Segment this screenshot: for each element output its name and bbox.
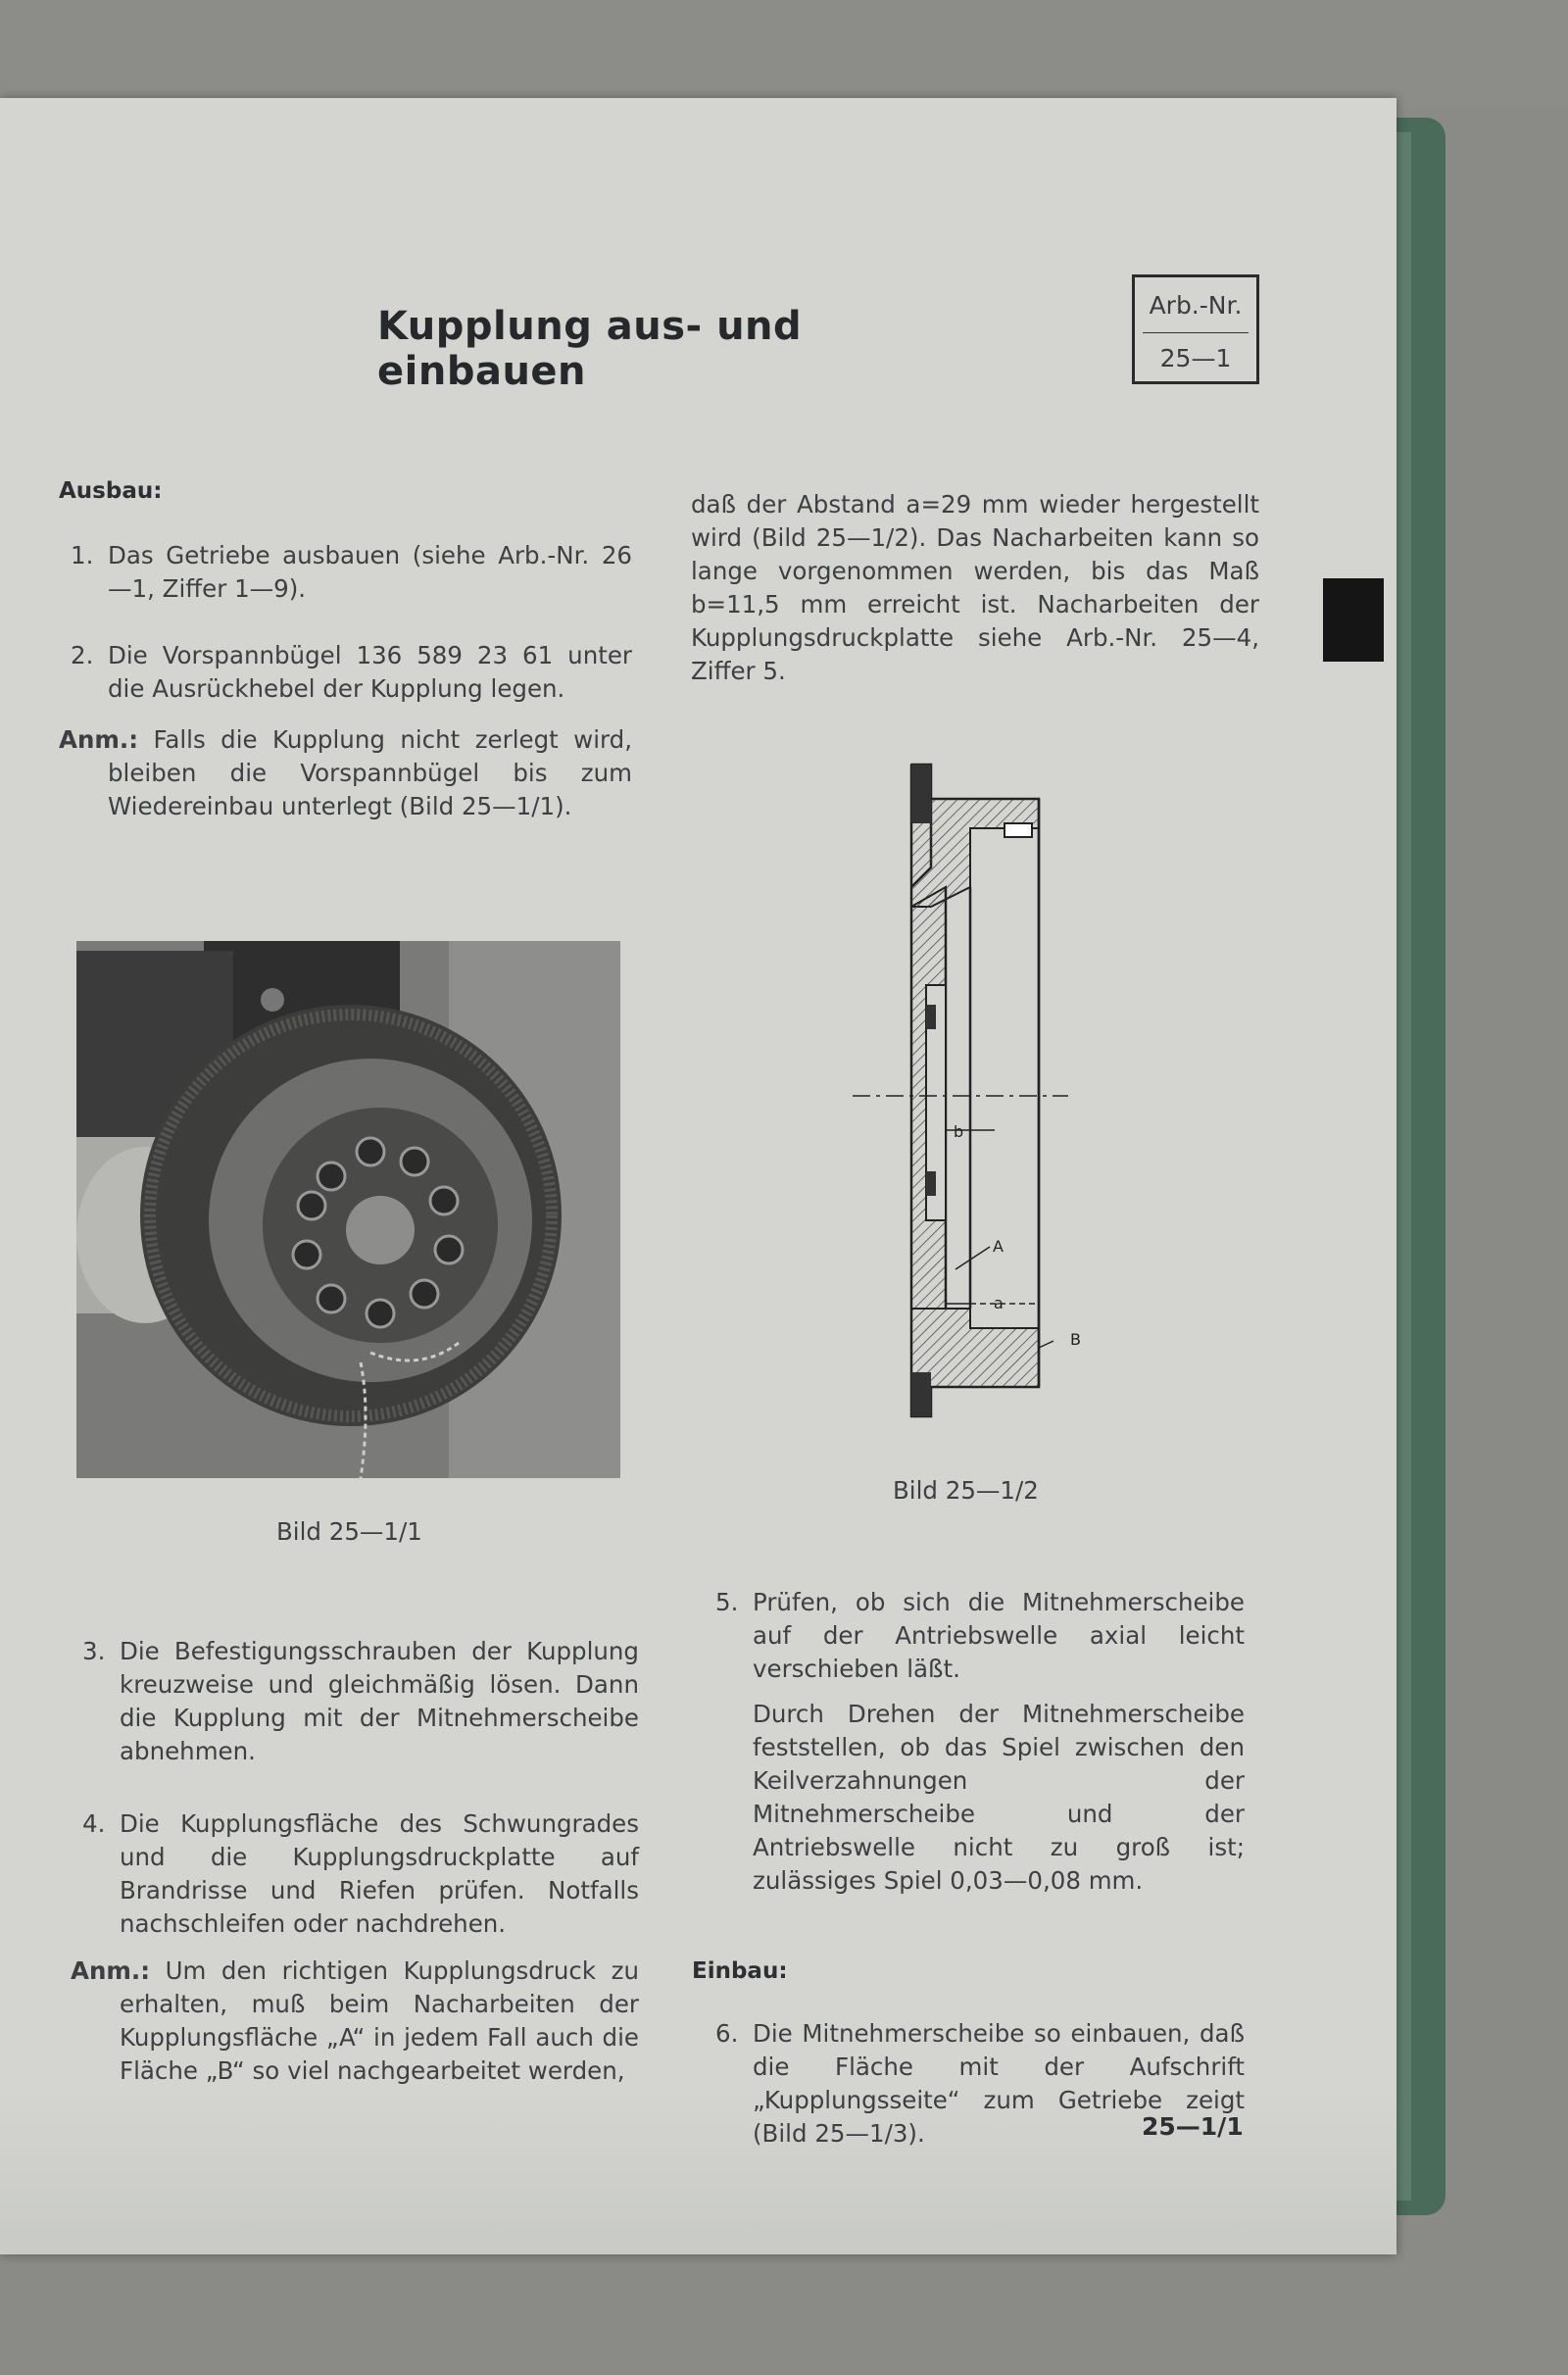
step-5-detail: Durch Drehen der Mitnehmerscheibe feststellen, ob das Spiel zwischen den Keilverzahnungen der Mitnehmerscheibe und der Antriebswelle nicht zu groß ist; zulässiges Spiel 0,03—0,08 mm. bbox=[753, 1700, 1245, 1895]
left-column-lower bbox=[71, 1635, 639, 2088]
clutch-photo-drawing bbox=[76, 941, 620, 1478]
right-column bbox=[691, 488, 1259, 688]
step-text: Das Getriebe ausbauen (siehe Arb.-Nr. 26—1, Ziffer 1—9). bbox=[108, 541, 632, 603]
work-number-value: 25—1 bbox=[1159, 344, 1232, 372]
photo-caption: Bild 25—1/1 bbox=[276, 1517, 422, 1546]
note-1 bbox=[59, 723, 632, 823]
section-tab-marker bbox=[1323, 578, 1384, 662]
note-text: Um den richtigen Kupplungsdruck zu erhalten, muß beim Nacharbeiten der Kupplungsfläche „A“ in jedem Fall auch die Fläche „B“ so viel nachgearbeitet werden, bbox=[120, 1956, 639, 2085]
step-5 bbox=[704, 1586, 1245, 1686]
step-1 bbox=[59, 539, 632, 606]
manual-page bbox=[0, 98, 1396, 2254]
step-number: 4. bbox=[82, 1809, 106, 1838]
section-heading-ausbau: Ausbau: bbox=[59, 478, 163, 504]
step-4 bbox=[71, 1807, 639, 1941]
clutch-photo bbox=[76, 941, 620, 1478]
note-label: Anm.: bbox=[59, 725, 139, 754]
diagram-label-a: a bbox=[994, 1294, 1004, 1312]
work-number-label: Arb.-Nr. bbox=[1149, 291, 1243, 320]
step-number: 2. bbox=[71, 641, 94, 669]
note-text: Falls die Kupplung nicht zerlegt wird, bleiben die Vorspannbügel bis zum Wiedereinbau unterlegt (Bild 25—1/1). bbox=[108, 725, 632, 820]
step-3 bbox=[71, 1635, 639, 1768]
left-column bbox=[59, 478, 632, 823]
right-column-lower bbox=[692, 1586, 1245, 2151]
diagram-caption: Bild 25—1/2 bbox=[893, 1476, 1039, 1505]
diagram-label-A: A bbox=[993, 1237, 1004, 1256]
step-number: 5. bbox=[715, 1588, 739, 1616]
note-2 bbox=[71, 1954, 639, 2088]
backdrop bbox=[0, 0, 1568, 108]
diagram-label-b: b bbox=[954, 1122, 964, 1141]
step-2 bbox=[59, 639, 632, 706]
step-number: 3. bbox=[82, 1637, 106, 1665]
section-heading-einbau: Einbau: bbox=[692, 1958, 788, 1984]
work-number-divider bbox=[1143, 332, 1249, 333]
step-text: Die Mitnehmerscheibe so einbauen, daß die Fläche mit der Aufschrift „Kupplungsseite“ zum Getriebe zeigt (Bild 25—1/3). bbox=[753, 2019, 1245, 2148]
step-text: Die Vorspannbügel 136 589 23 61 unter die Ausrückhebel der Kupplung legen. bbox=[108, 641, 632, 703]
diagram-label-B: B bbox=[1070, 1330, 1081, 1349]
work-number-box bbox=[1132, 274, 1259, 384]
step-number: 1. bbox=[71, 541, 94, 569]
page-number: 25—1/1 bbox=[1142, 2112, 1244, 2141]
clutch-cross-section-diagram bbox=[853, 760, 1081, 1436]
step-number: 6. bbox=[715, 2019, 739, 2048]
step-text: Die Befestigungsschrauben der Kupplung kreuzweise und gleichmäßig lösen. Dann die Kupplung mit der Mitnehmerscheibe abnehmen. bbox=[120, 1637, 639, 1765]
step-text: Die Kupplungsfläche des Schwungrades und die Kupplungsdruckplatte auf Brandrisse und Riefen prüfen. Notfalls nachschleifen oder nachdrehen. bbox=[120, 1809, 639, 1938]
continuation-text: daß der Abstand a=29 mm wieder hergestellt wird (Bild 25—1/2). Das Nacharbeiten kann so lange vorgenommen werden, bis das Maß b=11,5 mm erreicht ist. Nacharbeiten der Kupplungsdruckplatte siehe Arb.-Nr. 25—4, Ziffer 5. bbox=[691, 490, 1259, 685]
page-title: Kupplung aus- und einbauen bbox=[377, 304, 803, 394]
step-text: Prüfen, ob sich die Mitnehmerscheibe auf der Antriebswelle axial leicht verschieben läßt. bbox=[753, 1588, 1245, 1683]
note-label: Anm.: bbox=[71, 1956, 151, 1985]
